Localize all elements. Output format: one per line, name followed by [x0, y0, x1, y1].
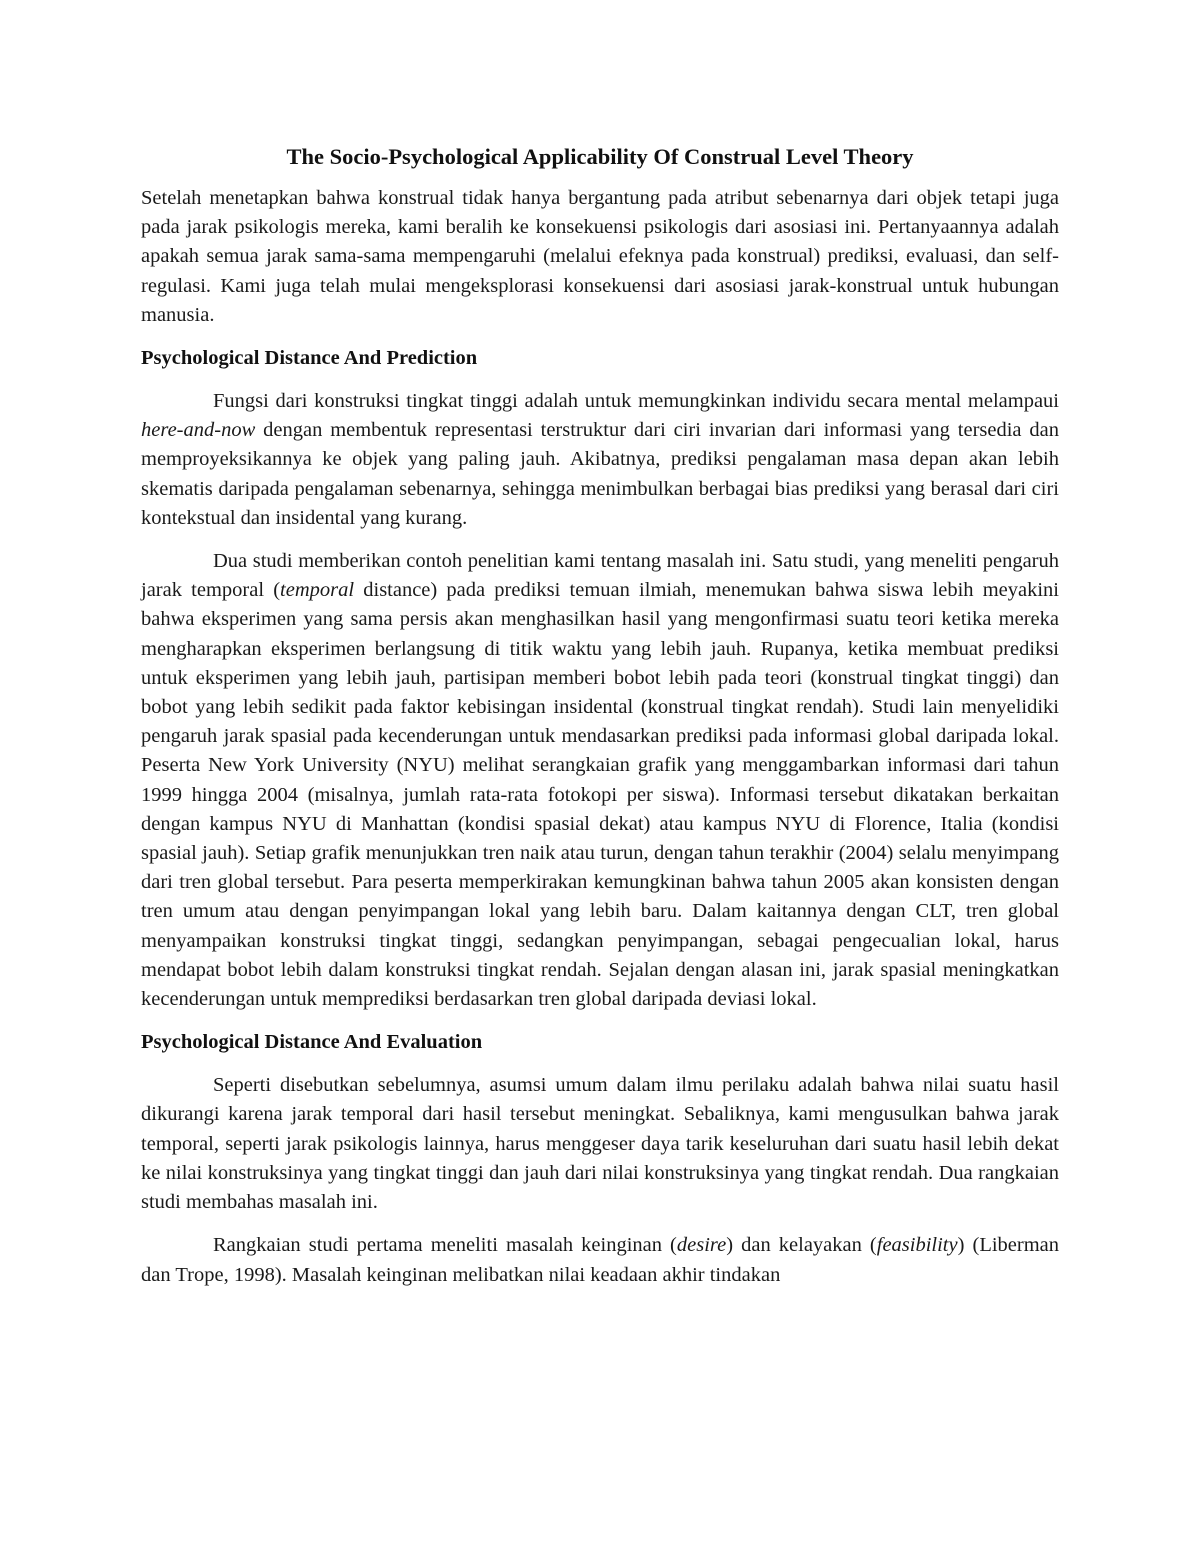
italic-term-temporal: temporal: [280, 579, 355, 602]
prediction-paragraph-2: [141, 547, 1059, 1014]
section-heading-evaluation: Psychological Distance And Evaluation: [141, 1031, 483, 1054]
italic-term-here-and-now: here-and-now: [141, 419, 256, 442]
evaluation-paragraph-1: Seperti disebutkan sebelumnya, asumsi umum dalam ilmu perilaku adalah bahwa nilai suatu hasil dikurangi karena jarak temporal dari hasil tersebut meningkat. Sebaliknya, kami mengusulkan bahwa jarak temporal, seperti jarak psikologis lainnya, harus menggeser daya tarik keseluruhan dari suatu hasil lebih dekat ke nilai konstruksinya yang tingkat tinggi dan jauh dari nilai konstruksinya yang tingkat rendah. Dua rangkaian studi membahas masalah ini.: [141, 1074, 1059, 1214]
evaluation-paragraph-2: [141, 1231, 1059, 1289]
text-run: distance) pada prediksi temuan ilmiah, menemukan bahwa siswa lebih meyakini bahwa eksperimen yang sama persis akan menghasilkan hasil yang mengonfirmasi suatu teori ketika mereka mengharapkan eksperimen berlangsung di titik waktu yang lebih jauh. Rupanya, ketika membuat prediksi untuk eksperimen yang lebih jauh, partisipan memberi bobot lebih pada teori (konstrual tingkat tinggi) dan bobot yang lebih sedikit pada faktor kebisingan insidental (konstrual tingkat rendah). Studi lain menyelidiki pengaruh jarak spasial pada kecenderungan untuk mendasarkan prediksi pada informasi global daripada lokal. Peserta New York University (NYU) melihat serangkaian grafik yang menggambarkan informasi dari tahun 1999 hingga 2004 (misalnya, jumlah rata-rata fotokopi per siswa). Informasi tersebut dikatakan berkaitan dengan kampus NYU di Manhattan (kondisi spasial dekat) atau kampus NYU di Florence, Italia (kondisi spasial jauh). Setiap grafik menunjukkan tren naik atau turun, dengan tahun terakhir (2004) selalu menyimpang dari tren global tersebut. Para peserta memperkirakan kemungkinan bahwa tahun 2005 akan konsisten dengan tren umum atau dengan penyimpangan lokal yang lebih baru. Dalam kaitannya dengan CLT, tren global menyampaikan konstruksi tingkat tinggi, sedangkan penyimpangan, sebagai pengecualian lokal, harus mendapat bobot lebih dalam konstruksi tingkat rendah. Sejalan dengan alasan ini, jarak spasial meningkatkan kecenderungan untuk memprediksi berdasarkan tren global daripada deviasi lokal.: [141, 579, 1059, 1011]
intro-paragraph: Setelah menetapkan bahwa konstrual tidak hanya bergantung pada atribut sebenarnya dari objek tetapi juga pada jarak psikologis mereka, kami beralih ke konsekuensi psikologis dari asosiasi ini. Pertanyaannya adalah apakah semua jarak sama-sama mempengaruhi (melalui efeknya pada konstrual) prediksi, evaluasi, dan self-regulasi. Kami juga telah mulai mengeksplorasi konsekuensi dari asosiasi jarak-konstrual untuk hubungan manusia.: [141, 187, 1059, 326]
italic-term-feasibility: feasibility: [876, 1234, 958, 1257]
document-title: The Socio-Psychological Applicability Of Construal Level Theory: [286, 144, 914, 169]
text-run: ) (Liberman dan Trope, 1998). Masalah keinginan melibatkan nilai keadaan akhir tindakan: [141, 1234, 1060, 1286]
document-body: [141, 140, 1059, 1290]
italic-term-desire: desire: [676, 1234, 727, 1257]
text-run: Fungsi dari konstruksi tingkat tinggi adalah untuk memungkinkan individu secara mental melampaui: [213, 390, 1059, 413]
text-run: dengan membentuk representasi terstruktur dari ciri invarian dari informasi yang tersedia dan memproyeksikannya ke objek yang paling jauh. Akibatnya, prediksi pengalaman masa depan akan lebih skematis daripada pengalaman sebenarnya, sehingga menimbulkan berbagai bias prediksi yang berasal dari ciri kontekstual dan insidental yang kurang.: [141, 419, 1059, 529]
section-heading-prediction: Psychological Distance And Prediction: [141, 347, 478, 370]
text-run: Rangkaian studi pertama meneliti masalah keinginan (: [213, 1234, 677, 1257]
text-run: ) dan kelayakan (: [726, 1234, 877, 1257]
text-run: Dua studi memberikan contoh penelitian kami tentang masalah ini. Satu studi, yang meneliti pengaruh jarak temporal (: [141, 550, 1059, 602]
prediction-paragraph-1: [141, 387, 1059, 533]
